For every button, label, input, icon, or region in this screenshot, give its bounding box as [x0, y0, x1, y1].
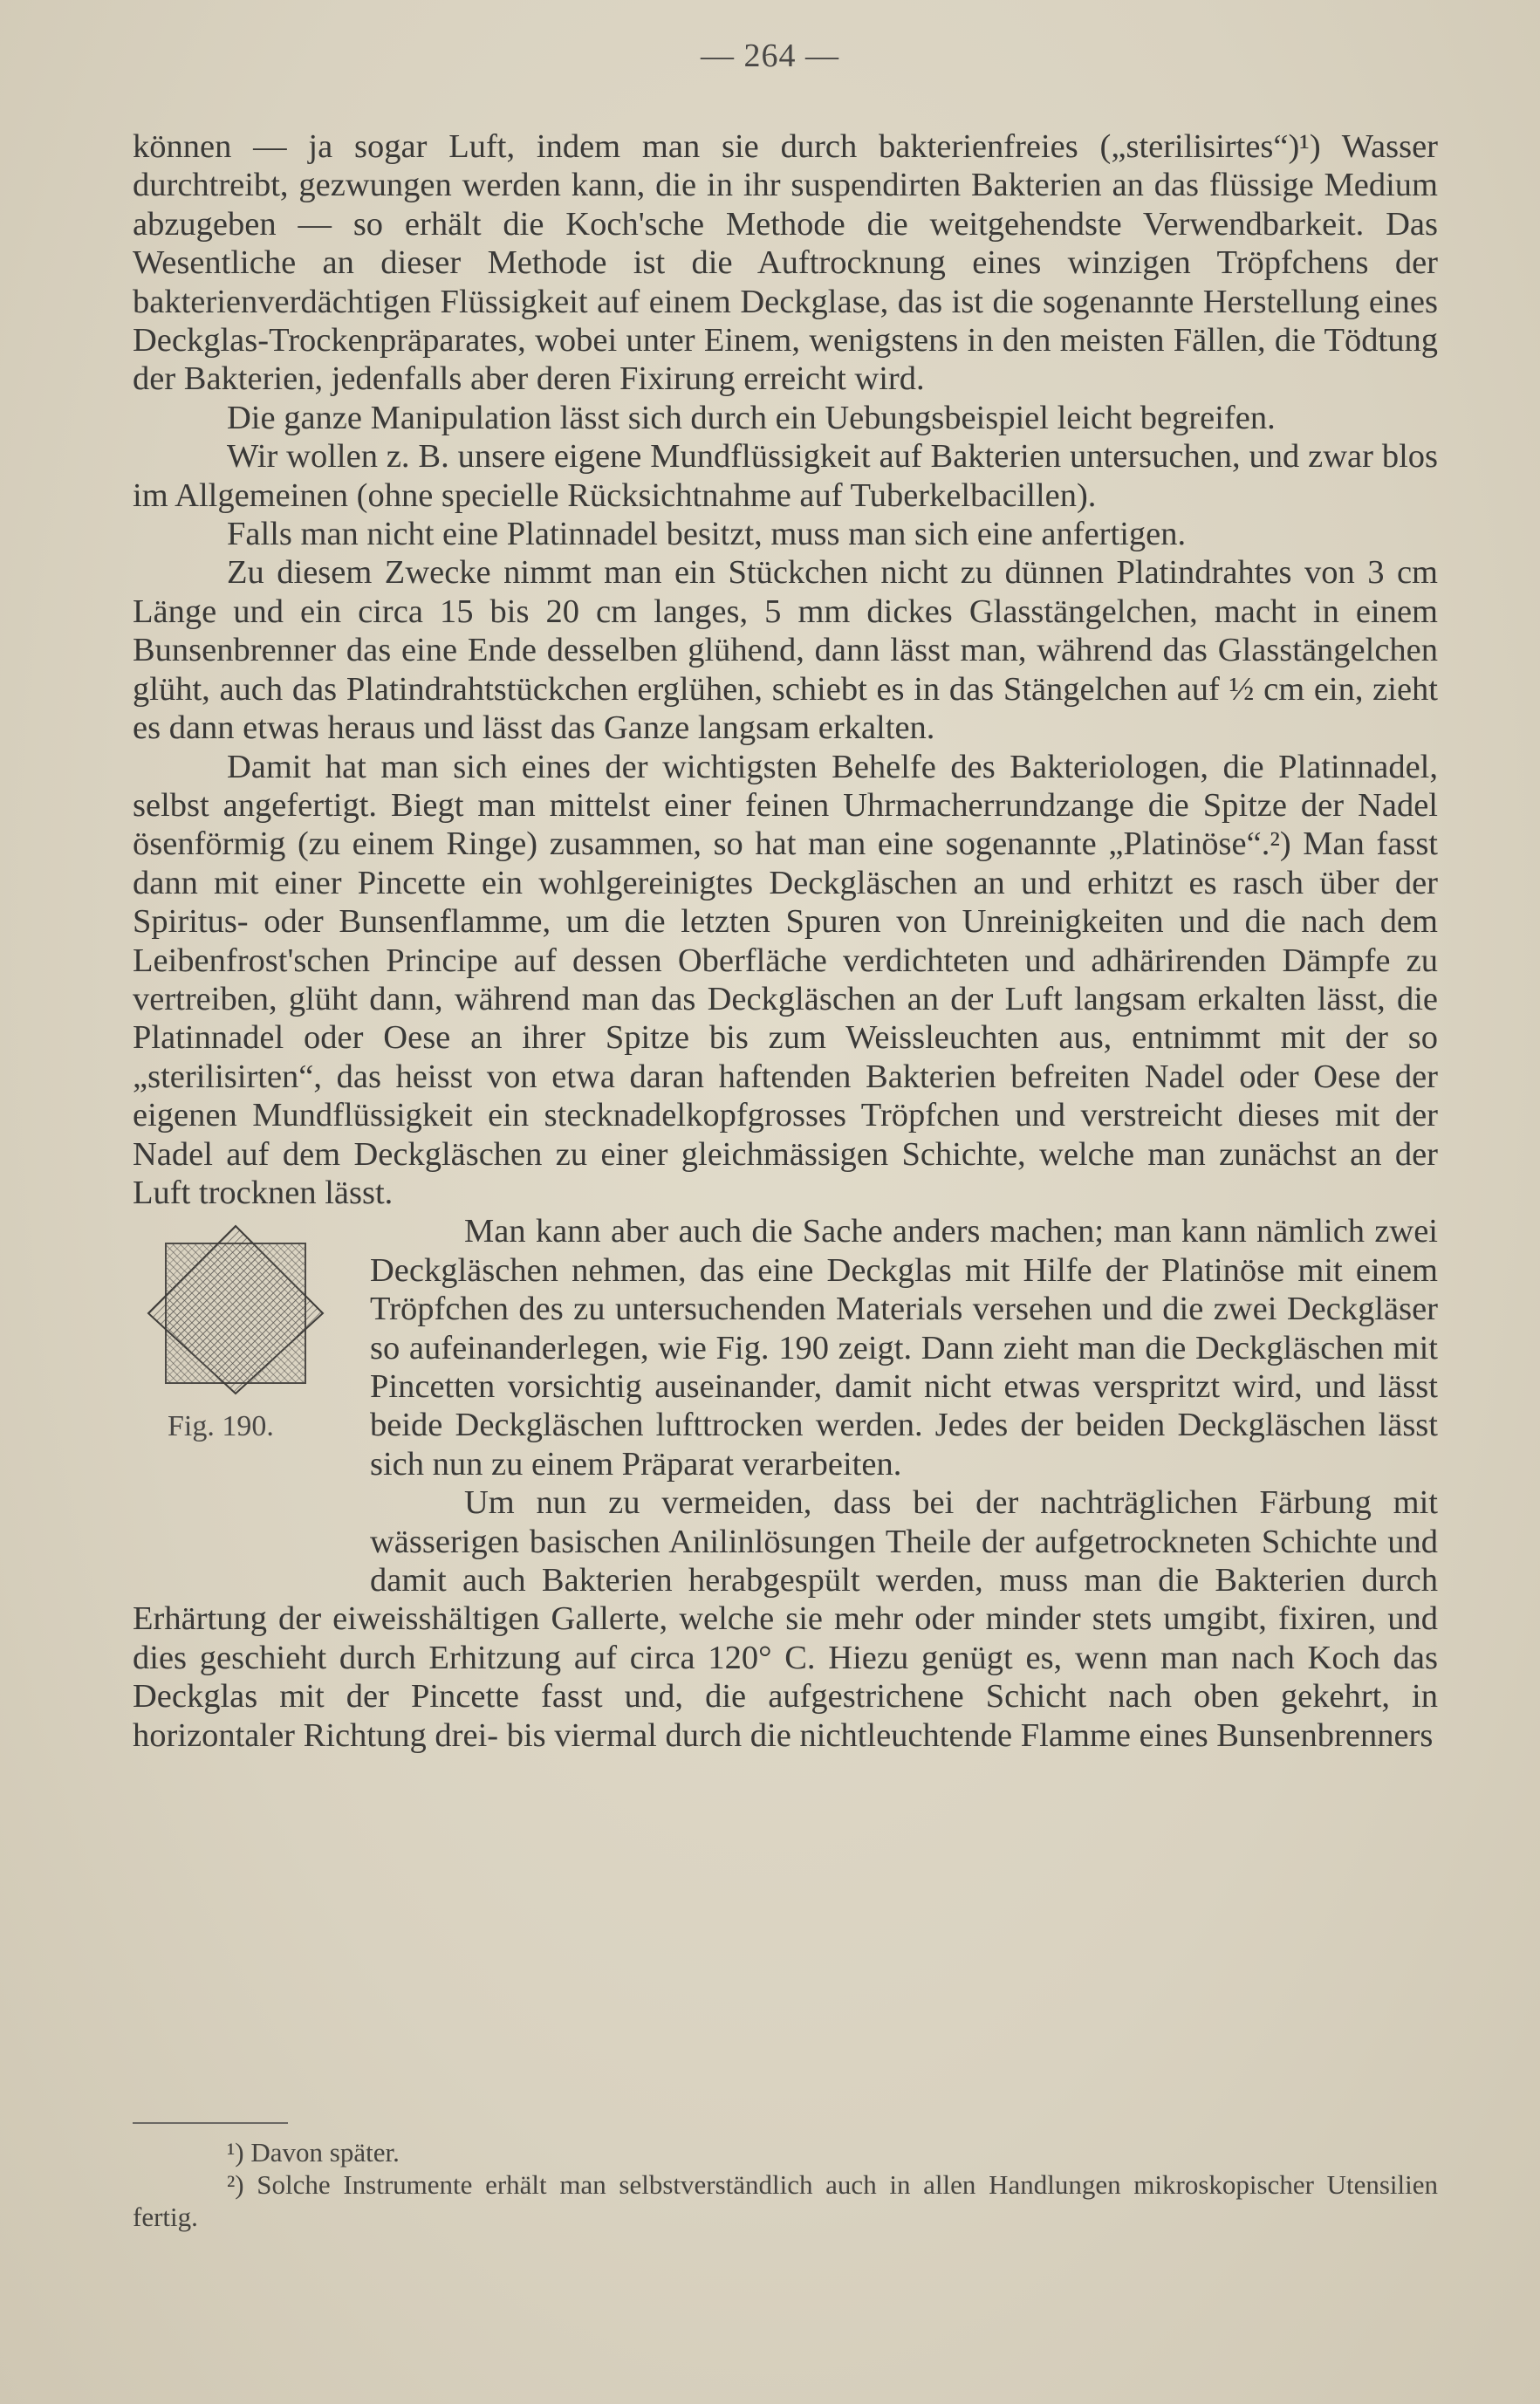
footnote-2: ²) Solche Instrumente erhält man selbstverständlich auch in allen Handlungen mikroskopischer Utensilien fertig. — [133, 2169, 1438, 2232]
footnotes — [133, 2136, 1438, 2233]
paragraph-7: Man kann aber auch die Sache anders machen; man kann nämlich zwei Deckgläschen nehmen, das eine Deckglas mit Hilfe der Platinöse mit einem Tröpfchen des zu untersuchenden Materials versehen und die zwei Deckgläser so aufeinanderlegen, wie Fig. 190 zeigt. Dann zieht man die Deckgläschen mit Pincetten vorsichtig auseinander, damit nicht etwas verspritzt wird, und lässt beide Deckgläschen lufttrocken werden. Jedes der beiden Deckgläschen lässt sich nun zu einem Präparat verarbeiten. — [370, 1213, 1438, 1483]
paragraph-3: Wir wollen z. B. unsere eigene Mundflüssigkeit auf Bakterien untersuchen, und zwar blos im Allgemeinen (ohne specielle Rücksichtnahme auf Tuberkelbacillen). — [133, 438, 1438, 514]
figure-caption: Fig. 190. — [168, 1410, 274, 1443]
paragraph-8: Um nun zu vermeiden, dass bei der nachträglichen Färbung mit wässerigen basischen Anilinlösungen Theile der aufgetrockneten Schichte und damit auch Bakterien herabgespült werden, muss man die Bakterien durch Erhärtung der eiweisshältigen Gallerte, welche sie mehr oder minder stets umgibt, fixiren, und dies geschieht durch Erhitzung auf circa 120° C. Hiezu genügt es, wenn man nach Koch das Deckglas mit der Pincette fasst und, die aufgestrichene Schicht nach oben gekehrt, in horizontaler Richtung drei- bis viermal durch die nichtleuchtende Flamme eines Bunsenbrenners — [133, 1484, 1438, 1754]
paragraph-2: Die ganze Manipulation lässt sich durch ein Uebungsbeispiel leicht begreifen. — [227, 399, 1276, 436]
body-text — [133, 127, 1438, 1755]
paragraph-4: Falls man nicht eine Platinnadel besitzt, muss man sich eine anfertigen. — [227, 516, 1187, 553]
footnote-divider — [133, 2122, 288, 2124]
figure-190 — [133, 1219, 370, 1586]
paragraph-6: Damit hat man sich eines der wichtigsten Behelfe des Bakteriologen, die Platinnadel, selbst angefertigt. Biegt man mittelst einer feinen Uhrmacherrundzange die Spitze der Nadel ösenförmig (zu einem Ringe) zusammen, so hat man eine sogenannte „Platinöse“.²) Man fasst dann mit einer Pincette ein wohlgereinigtes Deckgläschen an und erhitzt es rasch über der Spiritus- oder Bunsenflamme, um die letzten Spuren von Unreinigkeiten und die nach dem Leibenfrost'schen Principe auf dessen Oberfläche verdichteten und adhärirenden Dämpfe zu vertreiben, glüht dann, während man das Deckgläschen an der Luft langsam erkalten lässt, die Platinnadel oder Oese an ihrer Spitze bis zum Weissleuchten aus, entnimmt mit der so „sterilisirten“, das heisst von etwa daran haftenden Bakterien befreiten Nadel oder Oese der eigenen Mundflüssigkeit ein stecknadelkopfgrosses Tröpfchen und verstreicht dieses mit der Nadel auf dem Deckgläschen zu einer gleichmässigen Schichte, welche man zunächst an der Luft trocknen lässt. — [133, 748, 1438, 1211]
page-number: — 264 — — [701, 38, 839, 74]
cover-glasses-illustration — [140, 1219, 332, 1402]
paragraph-1: können — ja sogar Luft, indem man sie durch bakterienfreies („sterilisirtes“)¹) Wasser durchtreibt, gezwungen werden kann, die in ihr suspendirten Bakterien an das flüssige Medium abzugeben — so erhält die Koch'sche Methode die weitgehendste Verwendbarkeit. Das Wesentliche an dieser Methode ist die Auftrocknung eines winzigen Tröpfchens der bakterienverdächtigen Flüssigkeit auf einem Deckglase, das ist die sogenannte Herstellung eines Deckglas-Trockenpräparates, wobei unter Einem, wenigstens in den meisten Fällen, die Tödtung der Bakterien, jedenfalls aber deren Fixirung erreicht wird. — [133, 128, 1438, 398]
paragraph-5: Zu diesem Zwecke nimmt man ein Stückchen nicht zu dünnen Platindrahtes von 3 cm Länge und ein circa 15 bis 20 cm langes, 5 mm dickes Glasstängelchen, macht in einem Bunsenbrenner das eine Ende desselben glühend, dann lässt man, während das Glasstängelchen glüht, auch das Platindrahtstückchen erglühen, schiebt es in das Stängelchen auf ½ cm ein, zieht es dann etwas heraus und lässt das Ganze langsam erkalten. — [133, 554, 1438, 747]
footnote-1: ¹) Davon später. — [227, 2137, 400, 2168]
